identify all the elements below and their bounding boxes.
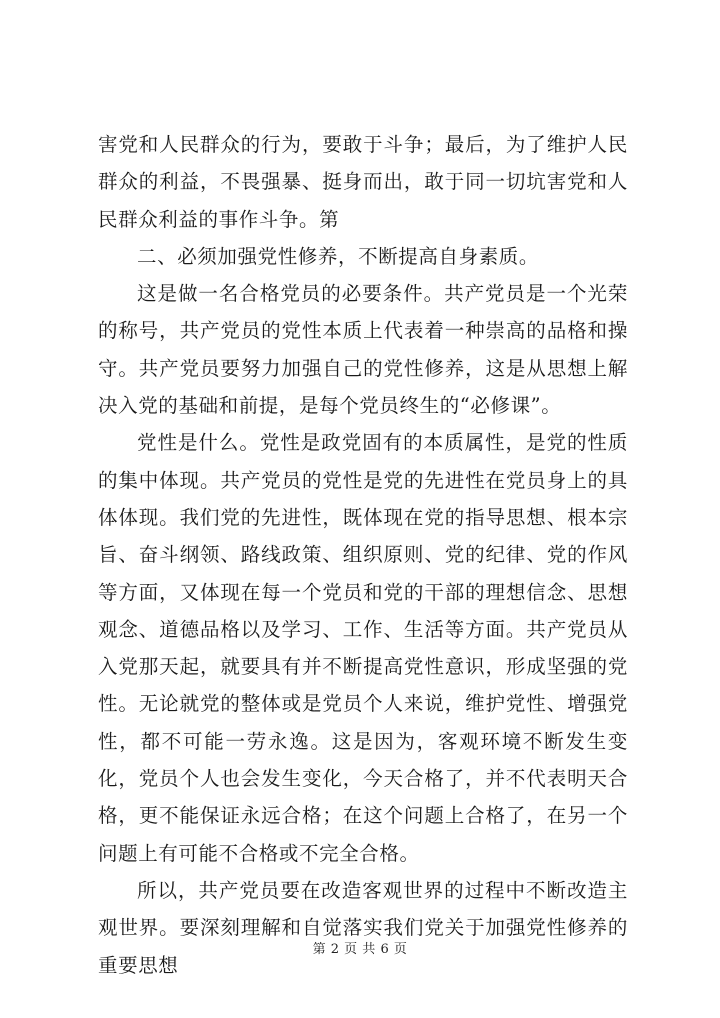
paragraph-1: 害党和人民群众的行为，要敢于斗争；最后，为了维护人民群众的利益，不畏强暴、挺身而出，敢于同一切坑害党和人民群众利益的事作斗争。第 [98,133,628,231]
paragraph-3: 这是做一名合格党员的必要条件。共产党员是一个光荣的称号，共产党员的党性本质上代表着一种崇高的品格和操守。共产党员要努力加强自己的党性修养，这是从思想上解决入党的基础和前提，是每个党员终生的“必修课”。 [98,282,628,418]
page-number-footer: 第 2 页 共 6 页 [312,942,408,957]
paragraph-5: 所以，共产党员要在改造客观世界的过程中不断改造主观世界。要深刻理解和自觉落实我们党关于加强党性修养的重要思想 [98,878,628,977]
document-body [98,126,628,984]
paragraph-4: 党性是什么。党性是政党固有的本质属性，是党的性质的集中体现。共产党员的党性是党的先进性在党员身上的具体体现。我们党的先进性，既体现在党的指导思想、根本宗旨、奋斗纲领、路线政策、组织原则、党的纪律、党的作风等方面，又体现在每一个党员和党的干部的理想信念、思想观念、道德品格以及学习、工作、生活等方面。共产党员从入党那天起，就要具有并不断提高党性意识，形成坚强的党性。无论就党的整体或是党员个人来说，维护党性、增强党性，都不可能一劳永逸。这是因为，客观环境不断发生变化，党员个人也会发生变化，今天合格了，并不代表明天合格，更不能保证永远合格；在这个问题上合格了，在另一个问题上有可能不合格或不完全合格。 [98,431,628,865]
section-heading-2: 二、必须加强党性修养，不断提高自身素质。 [137,244,540,268]
